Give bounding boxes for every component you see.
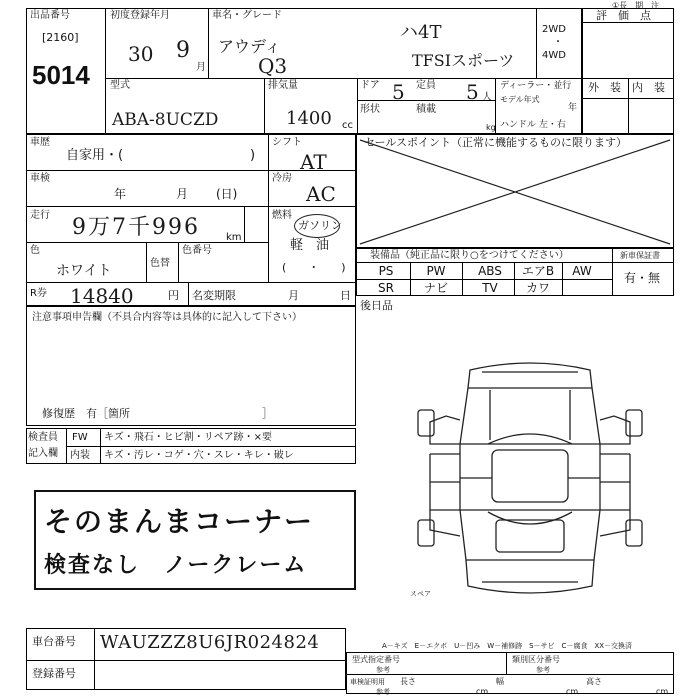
stamp-line-1: そのまんまコーナー — [44, 505, 315, 538]
history-label: 車歴 — [30, 137, 50, 148]
divider — [66, 446, 356, 447]
shift-label: シフト — [272, 137, 302, 148]
door-label: ドア — [360, 80, 380, 91]
color-label: 色 — [30, 245, 40, 256]
displacement-unit: cc — [342, 120, 353, 131]
divider — [410, 262, 411, 296]
divider — [582, 22, 674, 23]
month-unit: 月 — [196, 62, 206, 73]
door-value: 5 — [392, 80, 405, 104]
divider — [178, 242, 179, 282]
equipment-label: 装備品（純正品に限り○をつけてください） — [370, 250, 569, 261]
fw-label: FW — [72, 432, 88, 443]
fuel-label: 燃料 — [272, 210, 292, 221]
class-number-label: 類別区分番号 — [512, 655, 560, 664]
long-term-note: ①長 期 注 — [612, 1, 660, 10]
model-type-label: 型式 — [110, 80, 130, 91]
recycle-yen: 円 — [168, 289, 179, 302]
interior-text: キズ・汚レ・コゲ・穴・スレ・キレ・破レ — [104, 450, 294, 461]
divider — [357, 100, 495, 101]
ac-value: AC — [306, 182, 336, 206]
lot-small-number: [2160] — [42, 31, 79, 44]
history-close: ) — [250, 148, 256, 163]
displacement-label: 排気量 — [268, 80, 298, 91]
history-value: 自家用・( — [66, 148, 124, 163]
model-year-label: モデル年式 — [500, 95, 540, 104]
sales-point-cross-mark — [356, 134, 674, 248]
registration-label: 初度登録年月 — [110, 10, 170, 21]
divider — [506, 652, 507, 674]
fuel-circle-mark — [294, 214, 340, 238]
equipment-leather: カワ — [525, 281, 550, 295]
color-change-label: 色替 — [150, 258, 170, 269]
fuel-paren: ( ・ ) — [282, 261, 346, 274]
divider — [562, 262, 563, 296]
repair-history: 修復歴 有［箇所 ］ — [42, 407, 273, 420]
height-label: 高さ — [586, 677, 602, 686]
lot-label: 出品番号 — [30, 10, 70, 21]
model-cert-ref: 参考 — [376, 666, 390, 674]
equipment-aw: AW — [572, 264, 592, 278]
shift-value: AT — [300, 150, 327, 174]
fw-text: キズ・飛石・ヒビ割・リペア跡・×要 — [104, 432, 272, 443]
divider — [612, 248, 613, 296]
after-items-label: 後日品 — [360, 299, 393, 312]
divider — [26, 242, 268, 243]
damage-legend: A－キズ E－エクボ U－凹み W－補修跡 S－サビ C－腐食 XX－交換済 — [382, 642, 633, 650]
inspection-label: 車検 — [30, 173, 50, 184]
equipment-airbag: エアB — [521, 264, 555, 278]
length-unit: cm — [476, 687, 489, 696]
height-unit: cm — [656, 687, 669, 696]
deadline-month: 月 — [288, 289, 299, 302]
registration-number-label: 登録番号 — [32, 667, 76, 680]
load-label: 積載 — [416, 104, 436, 115]
recycle-value: 14840 — [70, 284, 134, 308]
notes-label: 注意事項申告欄（不具合内容等は具体的に記入して下さい） — [32, 312, 302, 323]
divider — [514, 262, 515, 296]
fuel-diesel: 軽 油 — [290, 238, 330, 253]
capacity-unit: 人 — [482, 92, 492, 103]
displacement-value: 1400 — [286, 108, 332, 129]
divider — [536, 8, 537, 78]
car-name-label: 車名・グレード — [212, 10, 282, 21]
divider — [208, 8, 209, 78]
divider — [100, 428, 101, 464]
divider — [244, 206, 245, 242]
divider — [26, 660, 346, 661]
class-number-ref: 参考 — [536, 666, 550, 674]
name-change-deadline-label: 名変期限 — [192, 289, 236, 302]
mileage-value: 9万7千996 — [72, 215, 200, 240]
mileage-unit: km — [226, 232, 242, 243]
equipment-abs: ABS — [478, 264, 502, 278]
kg-unit: kg — [486, 123, 496, 132]
car-model: Q3 — [258, 54, 288, 78]
capacity-value: 5 — [466, 80, 479, 104]
exterior-interior-label: 外 装 内 装 — [588, 81, 665, 94]
body-shape-label: 形状 — [360, 104, 380, 115]
registration-month: 9 — [176, 38, 190, 63]
car-grade-line2: TFSIスポーツ — [412, 51, 515, 70]
car-maker: アウディ — [218, 37, 281, 56]
model-type-value: ABA-8UCZD — [112, 110, 219, 130]
divider — [264, 78, 265, 134]
divider — [356, 279, 612, 280]
warranty-label: 新車保証書 — [620, 251, 660, 260]
width-label: 幅 — [496, 677, 504, 686]
car-grade-line1: ハ4T — [400, 22, 442, 43]
inspection-day: (日) — [216, 187, 238, 201]
deadline-day: 日 — [340, 289, 351, 302]
capacity-label: 定員 — [416, 80, 436, 91]
color-value: ホワイト — [56, 263, 112, 279]
equipment-sr: SR — [378, 281, 394, 295]
lot-number: 5014 — [32, 60, 90, 90]
drive-dot: ・ — [553, 37, 563, 48]
equipment-navi: ナビ — [423, 281, 448, 295]
divider — [105, 78, 582, 79]
divider — [346, 674, 674, 675]
recycle-label: R券 — [30, 288, 47, 299]
divider — [188, 282, 189, 306]
divider — [356, 262, 674, 263]
model-cert-label: 型式指定番号 — [352, 655, 400, 664]
divider — [146, 242, 147, 282]
dealer-label: ディーラー・並行 — [500, 81, 572, 91]
handle-label: ハンドル 左・右 — [500, 120, 566, 130]
drive-4wd: 4WD — [542, 50, 566, 61]
ac-label: 冷房 — [272, 173, 292, 184]
inspector-label-1: 検査員 — [28, 432, 58, 443]
divider — [462, 262, 463, 296]
dims-ref: 参考 — [376, 688, 390, 696]
evaluation-label: 評 価 点 — [596, 9, 651, 22]
divider — [26, 282, 356, 283]
registration-year: 30 — [128, 42, 154, 66]
year-unit: 年 — [568, 103, 578, 113]
divider — [26, 206, 356, 207]
divider — [94, 628, 95, 690]
warranty-value: 有・無 — [624, 271, 661, 285]
inspection-month: 月 — [176, 187, 189, 201]
equipment-pw: PW — [426, 264, 446, 278]
chassis-number-label: 車台番号 — [32, 635, 76, 648]
divider — [495, 78, 496, 134]
spare-label: スペア — [410, 590, 431, 598]
equipment-ps: PS — [378, 264, 394, 278]
drive-2wd: 2WD — [542, 24, 566, 35]
car-diagram — [410, 360, 650, 610]
color-number-label: 色番号 — [182, 245, 212, 256]
inspection-year: 年 — [114, 187, 127, 201]
fuel-gasoline: ガソリン — [298, 219, 342, 232]
width-unit: cm — [566, 687, 579, 696]
divider — [105, 8, 106, 134]
inspector-label-2: 記入欄 — [28, 448, 58, 459]
chassis-number-value: WAUZZZ8U6JR024824 — [100, 632, 320, 653]
length-label: 長さ — [400, 677, 416, 686]
equipment-tv: TV — [482, 281, 498, 295]
mileage-label: 走行 — [30, 210, 50, 221]
dims-label: 車検証明用 — [350, 678, 385, 686]
interior-label: 内装 — [70, 450, 90, 461]
stamp-line-2: 検査なし ノークレーム — [44, 552, 308, 578]
divider — [268, 134, 269, 282]
sales-point-label: セールスポイント（正常に機能するものに限ります） — [364, 136, 628, 149]
divider — [357, 78, 358, 134]
